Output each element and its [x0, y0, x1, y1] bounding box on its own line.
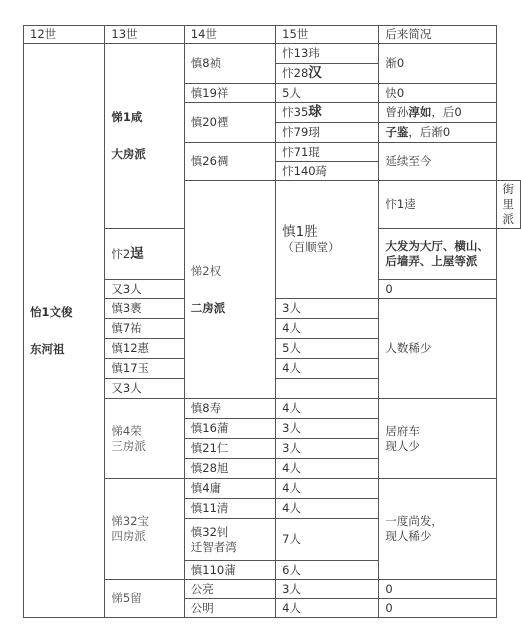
gen12-branch: 东河祖 [30, 341, 65, 356]
branch-4-group: 四房派 [111, 529, 146, 543]
gen14-cell: 慎28旭 [184, 459, 275, 479]
gen14-cell: 慎20禋 [184, 103, 275, 143]
gen15-cell: 忭140琦 [276, 162, 379, 181]
gen15-cell: 5人 [276, 339, 379, 359]
header-notes: 后来简况 [379, 26, 496, 44]
gen15-cell: 3人 [276, 439, 379, 459]
gen15-cell: 4人 [276, 399, 379, 419]
branch-cell-2 [184, 181, 275, 399]
header-gen13: 13世 [105, 26, 184, 44]
gen15-cell: 3人 [276, 580, 379, 599]
gen15-cell [276, 379, 379, 399]
branch-2-group: 二房派 [190, 300, 226, 315]
notes-cell: 子鉴，后渐0 [379, 123, 496, 143]
notes-cell: 街里派 [496, 181, 521, 229]
gen14-cell: 慎4庸 [184, 479, 275, 499]
gen14-cell: 又3人 [105, 379, 184, 399]
branch-5-name: 悌5留 [111, 591, 142, 605]
notes-cell: 人数稀少 [379, 299, 496, 399]
gen15-cell: 忭2逞 [105, 229, 184, 280]
gen15-cell: 忭71琨 [276, 143, 379, 162]
gen14-cell: 慎110蒲 [184, 561, 275, 580]
header-row [24, 26, 521, 44]
gen14-cell: 慎17玉 [105, 359, 184, 379]
gen15-cell: 3人 [276, 299, 379, 319]
branch-3-name: 悌4荣 [111, 423, 142, 438]
gen15-cell: 4人 [276, 479, 379, 499]
branch-cell-5 [105, 580, 184, 618]
gen15-cell: 3人 [276, 419, 379, 439]
gen14-cell: 慎12惠 [105, 339, 184, 359]
gen15-cell: 忭1逵 [379, 181, 496, 229]
notes-cell: 渐0 [379, 44, 496, 84]
gen14-cell: 慎8祯 [184, 44, 275, 84]
gen15-cell: 7人 [276, 519, 379, 561]
branch-cell-1 [105, 44, 184, 229]
gen14-cell: 慎7祐 [105, 319, 184, 339]
branch-cell-4 [105, 479, 184, 580]
genealogy-table [23, 25, 521, 618]
notes-cell: 0 [379, 599, 496, 618]
notes-cell: 延续至今 [379, 143, 496, 181]
gen14-cell: 慎3褭 [105, 299, 184, 319]
gen15-cell: 4人 [276, 599, 379, 618]
notes-cell: 0 [379, 580, 496, 599]
notes-cell: 0 [379, 280, 496, 299]
notes-cell: 一度尚发， 现人稀少 [379, 479, 496, 580]
branch-1-name: 悌1咸 [111, 110, 143, 124]
branch-3-group: 三房派 [111, 438, 146, 453]
gen15-cell: 5人 [276, 84, 379, 103]
gen15-cell: 4人 [276, 459, 379, 479]
gen14-cell: 慎21仁 [184, 439, 275, 459]
gen15-cell: 忭28汉 [276, 64, 379, 84]
notes-cell: 居府车 现人少 [379, 399, 496, 479]
header-gen15: 15世 [276, 26, 379, 44]
gen14-cell: 公明 [184, 599, 275, 618]
gen15-cell: 忭35球 [276, 103, 379, 123]
branch-4-name: 悌32宝 [111, 514, 150, 528]
notes-cell: 快0 [379, 84, 496, 103]
gen12-cell [24, 44, 105, 618]
notes-cell: 曾孙淳如，后0 [379, 103, 496, 123]
branch-2-name: 悌2权 [190, 263, 222, 278]
gen15-cell: 6人 [276, 561, 379, 580]
table-row [24, 44, 521, 64]
header-gen12: 12世 [24, 26, 105, 44]
header-gen14: 14世 [184, 26, 275, 44]
gen14-cell: 慎8寿 [184, 399, 275, 419]
gen15-cell: 忭79珝 [276, 123, 379, 143]
gen14-cell: 慎1胜 （百顺堂） [276, 181, 379, 299]
branch-cell-3 [105, 399, 184, 479]
gen14-cell: 慎11清 [184, 499, 275, 519]
gen14-cell: 慎26禂 [184, 143, 275, 181]
gen15-cell: 忭13玮 [276, 44, 379, 64]
gen14-cell: 慎19祥 [184, 84, 275, 103]
gen15-cell: 4人 [276, 499, 379, 519]
gen15-cell: 4人 [276, 319, 379, 339]
gen15-cell: 4人 [276, 359, 379, 379]
gen12-name: 怡1文俊 [30, 304, 73, 319]
gen14-cell: 公亮 [184, 580, 275, 599]
notes-cell: 大发为大厅、横山、后墙弄、上屋等派 [379, 229, 496, 280]
gen14-cell: 慎16蒲 [184, 419, 275, 439]
gen14-cell: 慎32钊 迁智者湾 [184, 519, 275, 561]
branch-1-group: 大房派 [111, 147, 146, 161]
gen15-cell: 又3人 [105, 280, 184, 299]
